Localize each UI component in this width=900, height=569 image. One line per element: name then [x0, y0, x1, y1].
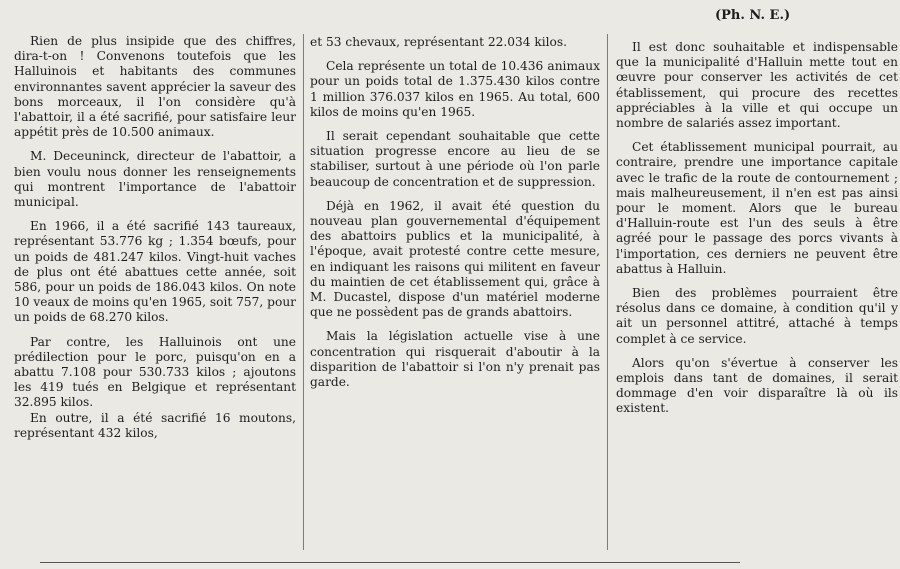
paragraph: Rien de plus insipide que des chiffres, dira-t-on ! Convenons toutefois que les Halluinois et habitants des communes environnantes savent apprécier la saveur des bons morceaux, il l'on considère qu'à l'abattoir, il a été sacrifié, pour satisfaire leur appétit près de 10.500 animaux. [14, 34, 296, 140]
paragraph: Cet établissement municipal pourrait, au contraire, prendre une importance capitale avec le trafic de la route de contournement ; mais malheureusement, il n'en est pas ainsi pour le moment. Alors que le bureau d'Halluin-route est l'un des seuls à être agréé pour le passage des porcs vivants à l'importation, ces derniers ne peuvent être abattus à Halluin. [616, 140, 898, 276]
paragraph: Bien des problèmes pourraient être résolus dans ce domaine, à condition qu'il y ait un personnel attitré, attaché à temps complet à ce service. [616, 286, 898, 346]
paragraph: et 53 chevaux, représentant 22.034 kilos. [310, 35, 568, 49]
paragraph: Mais la législation actuelle vise à une concentration qui risquerait d'aboutir à la disparition de l'abattoir si l'on n'y prenait pas garde. [310, 329, 600, 390]
paragraph: Alors qu'on s'évertue à conserver les emplois dans tant de domaines, il serait dommage d'en voir disparaître là où ils existent. [616, 355, 898, 416]
photo-credit: (Ph. N. E.) [715, 8, 791, 23]
paragraph: En 1966, il a été sacrifié 143 taureaux, représentant 53.776 kg ; 1.354 bœufs, pour un poids de 481.247 kilos. Vingt-huit vaches de plus ont été abattues cette année, soit 586, pour un poids de 186.043 kilos. On note 10 veaux de moins qu'en 1965, soit 757, pour un poids de 68.270 kilos. [14, 219, 296, 325]
column-divider [607, 34, 608, 550]
paragraph: En outre, il a été sacrifié 16 moutons, représentant 432 kilos, [14, 410, 296, 440]
paragraph: Par contre, les Halluinois ont une prédilection pour le porc, puisqu'on en a abattu 7.108 pour 530.733 kilos ; ajoutons les 419 tués en Belgique et représentant 32.895 kilos. [14, 334, 296, 410]
paragraph: Cela représente un total de 10.436 animaux pour un poids total de 1.375.430 kilos contre 1 million 376.037 kilos en 1965. Au total, 600 kilos de moins qu'en 1965. [310, 59, 600, 119]
bottom-rule [40, 562, 740, 563]
paragraph: Il est donc souhaitable et indispensable que la municipalité d'Halluin mette tout en œuvre pour conserver les activités de cet établissement, qui procure des recettes appréciables à la ville et qui occupe un nombre de salariés assez important. [616, 40, 898, 131]
article-column-2 [310, 35, 600, 399]
article-column-1 [14, 34, 296, 450]
paragraph: Il serait cependant souhaitable que cette situation progresse encore au lieu de se stabiliser, surtout à une période où l'on parle beaucoup de concentration et de suppression. [310, 129, 600, 189]
article-column-3 [616, 40, 898, 426]
paragraph: M. Deceuninck, directeur de l'abattoir, a bien voulu nous donner les renseignements qui montrent l'importance de l'abattoir municipal. [14, 149, 296, 210]
column-divider [303, 34, 304, 550]
paragraph: Déjà en 1962, il avait été question du nouveau plan gouvernemental d'équipement des abattoirs publics et la municipalité, à l'époque, avait protesté contre cette mesure, en indiquant les raisons qui militent en faveur du maintien de cet établissement qui, grâce à M. Ducastel, dispose d'un matériel moderne que ne possèdent pas de grands abattoirs. [310, 198, 600, 320]
